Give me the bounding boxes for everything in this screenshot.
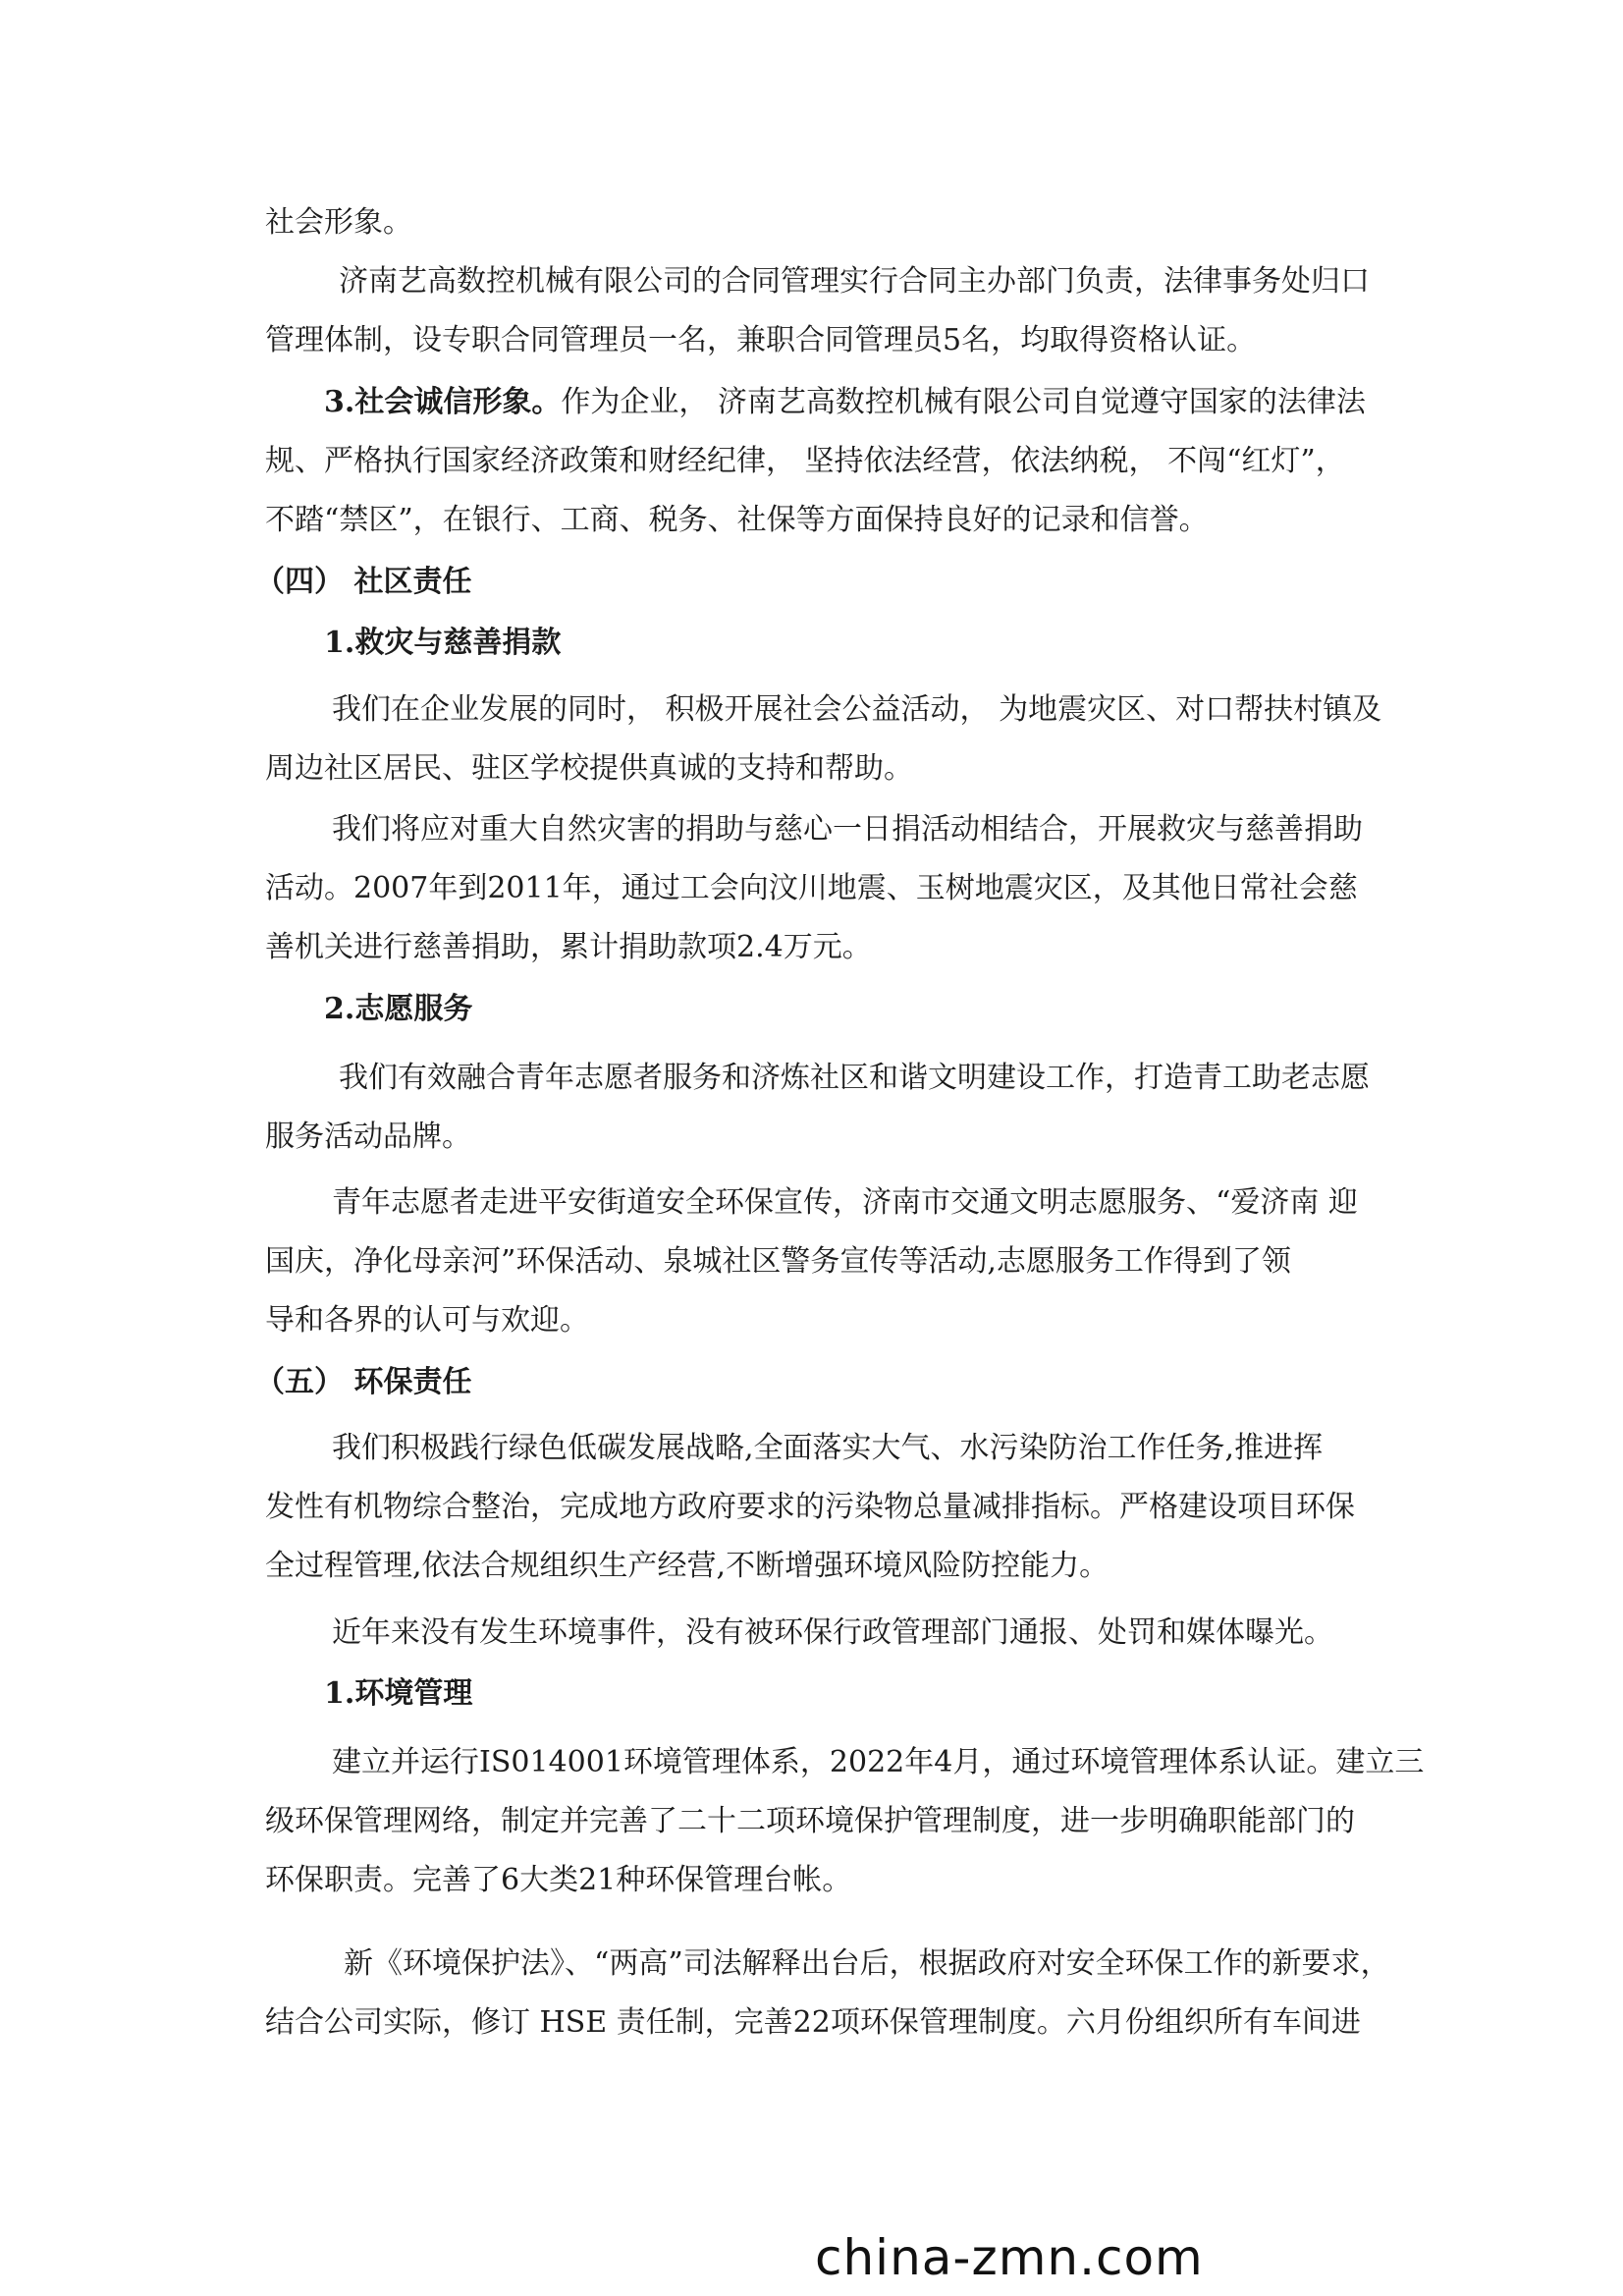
- text-line: 我们在企业发展的同时， 积极开展社会公益活动， 为地震灾区、对口帮扶村镇及: [332, 692, 1382, 727]
- text-line: 全过程管理,依法合规组织生产经营,不断增强环境风险防控能力。: [265, 1549, 1109, 1583]
- text-line: 规、严格执行国家经济政策和财经纪律， 坚持依法经营，依法纳税， 不闯“红灯”，: [265, 444, 1345, 478]
- text-line: 新《环境保护法》、“两高”司法解释出台后，根据政府对安全环保工作的新要求，: [344, 1946, 1390, 1981]
- text-line: 我们积极践行绿色低碳发展战略,全面落实大气、水污染防治工作任务,推进挥: [332, 1431, 1324, 1465]
- text-line: 结合公司实际，修订 HSE 责任制，完善22项环保管理制度。六月份组织所有车间进: [265, 2005, 1361, 2040]
- text-line: 近年来没有发生环境事件，没有被环保行政管理部门通报、处罚和媒体曝光。: [332, 1615, 1333, 1650]
- text-line: 社会形象。: [265, 205, 412, 240]
- text-line: 周边社区居民、驻区学校提供真诚的支持和帮助。: [265, 751, 913, 786]
- watermark-url: china-zmn.com: [815, 2229, 1204, 2286]
- text-line: 级环保管理网络，制定并完善了二十二项环境保护管理制度，进一步明确职能部门的: [265, 1804, 1355, 1838]
- text-line: [324, 385, 1366, 419]
- text-line: 济南艺高数控机械有限公司的合同管理实行合同主办部门负责，法律事务处归口: [339, 264, 1370, 299]
- text-line: 环保职责。完善了6大类21种环保管理台帐。: [265, 1863, 852, 1897]
- text-line: 建立并运行IS014001环境管理体系，2022年4月，通过环境管理体系认证。建立三: [332, 1745, 1425, 1779]
- text-line: 管理体制，设专职合同管理员一名，兼职合同管理员5名，均取得资格认证。: [265, 323, 1257, 357]
- text-line: 导和各界的认可与欢迎。: [265, 1303, 589, 1338]
- section-heading: （四） 社区责任: [255, 565, 472, 599]
- text-line: 活动。2007年到2011年，通过工会向汶川地震、玉树地震灾区，及其他日常社会慈: [265, 871, 1358, 905]
- text-line: 我们将应对重大自然灾害的捐助与慈心一日捐活动相结合，开展救灾与慈善捐助: [332, 812, 1363, 847]
- text-line: 善机关进行慈善捐助，累计捐助款项2.4万元。: [265, 930, 872, 964]
- text-line: 发性有机物综合整治，完成地方政府要求的污染物总量减排指标。严格建设项目环保: [265, 1490, 1355, 1524]
- section-lead-title: 3.社会诚信形象。: [324, 385, 562, 419]
- text-span: 作为企业， 济南艺高数控机械有限公司自觉遵守国家的法律法: [561, 385, 1366, 419]
- text-line: 服务活动品牌。: [265, 1120, 471, 1154]
- text-line: 不踏“禁区”，在银行、工商、税务、社保等方面保持良好的记录和信誉。: [265, 503, 1209, 537]
- text-line: 青年志愿者走进平安街道安全环保宣传，济南市交通文明志愿服务、“爱济南 迎: [332, 1185, 1358, 1220]
- subsection-heading: 1.救灾与慈善捐款: [324, 626, 562, 660]
- section-heading: （五） 环保责任: [255, 1365, 472, 1399]
- subsection-heading: 2.志愿服务: [324, 992, 473, 1026]
- subsection-heading: 1.环境管理: [324, 1676, 473, 1711]
- text-line: 国庆，净化母亲河”环保活动、泉城社区警务宣传等活动,志愿服务工作得到了领: [265, 1244, 1291, 1279]
- text-line: 我们有效融合青年志愿者服务和济炼社区和谐文明建设工作，打造青工助老志愿: [339, 1061, 1370, 1095]
